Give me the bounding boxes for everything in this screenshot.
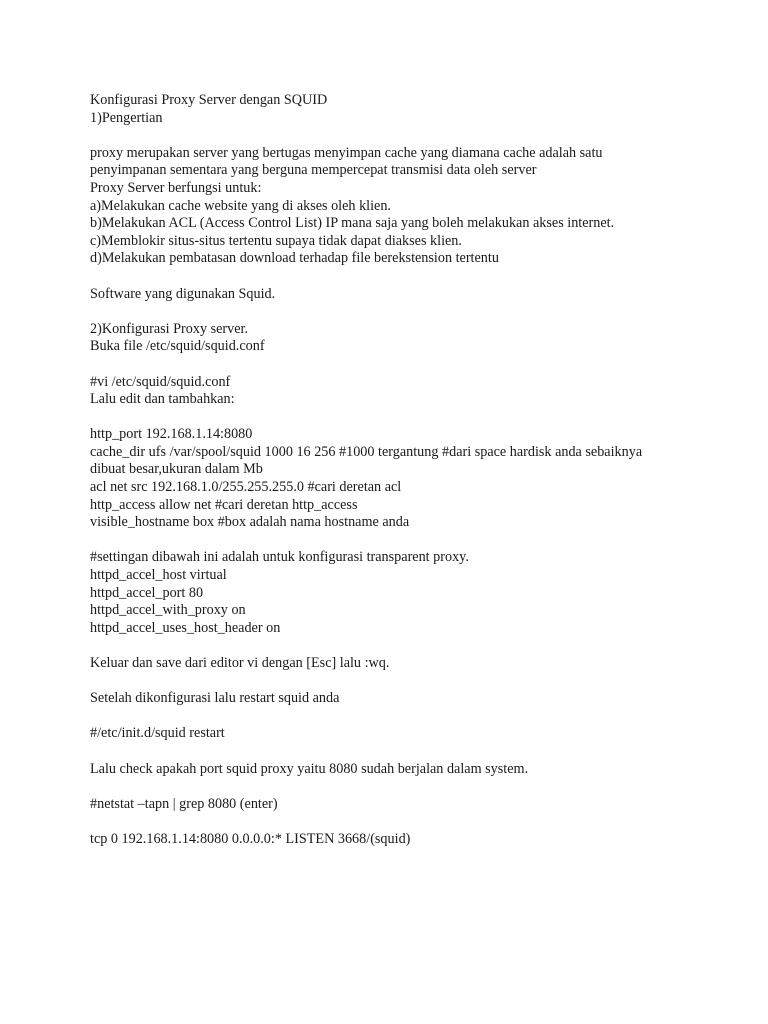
spacer: [90, 356, 750, 374]
section-2-heading: 2)Konfigurasi Proxy server.: [90, 320, 249, 337]
section-1-heading: 1)Pengertian: [90, 109, 163, 126]
spacer: [90, 637, 750, 655]
transparent-accel-host: httpd_accel_host virtual: [90, 567, 227, 584]
spacer: [90, 778, 750, 796]
config-line-cache-dir-cont: dibuat besar,ukuran dalam Mb: [90, 461, 263, 478]
spacer: [90, 813, 750, 831]
document-title: Konfigurasi Proxy Server dengan SQUID: [90, 92, 328, 108]
config-line-cache-dir: cache_dir ufs /var/spool/squid 1000 16 256 #1000 tergantung #dari space hardisk anda sebaiknya: [90, 443, 643, 460]
config-line-http-access: http_access allow net #cari deretan http_access: [90, 496, 358, 513]
intro-text-line-1: proxy merupakan server yang bertugas menyimpan cache yang diamana cache adalah satu: [90, 144, 603, 161]
spacer: [90, 303, 750, 321]
vi-command: #vi /etc/squid/squid.conf: [90, 373, 231, 390]
netstat-command: #netstat –tapn | grep 8080 (enter): [90, 795, 278, 812]
transparent-accel-uses-host-header: httpd_accel_uses_host_header on: [90, 619, 281, 636]
functions-heading: Proxy Server berfungsi untuk:: [90, 179, 262, 196]
spacer: [90, 268, 750, 286]
spacer: [90, 673, 750, 691]
function-item-d: d)Melakukan pembatasan download terhadap file berekstension tertentu: [90, 250, 499, 267]
config-line-http-port: http_port 192.168.1.14:8080: [90, 426, 253, 443]
save-instruction: Keluar dan save dari editor vi dengan [Esc] lalu :wq.: [90, 655, 390, 671]
config-line-visible-hostname: visible_hostname box #box adalah nama hostname anda: [90, 514, 410, 531]
edit-instruction: Lalu edit dan tambahkan:: [90, 391, 235, 408]
spacer: [90, 532, 750, 550]
spacer: [90, 127, 750, 145]
software-line: Software yang digunakan Squid.: [90, 285, 276, 302]
function-item-a: a)Melakukan cache website yang di akses oleh klien.: [90, 197, 391, 214]
spacer: [90, 708, 750, 726]
check-instruction: Lalu check apakah port squid proxy yaitu 8080 sudah berjalan dalam system.: [90, 760, 529, 777]
intro-text-line-2: penyimpanan sementara yang berguna mempercepat transmisi data oleh server: [90, 162, 537, 179]
restart-instruction: Setelah dikonfigurasi lalu restart squid anda: [90, 690, 340, 707]
function-item-b: b)Melakukan ACL (Access Control List) IP mana saja yang boleh melakukan akses internet.: [90, 215, 615, 232]
document-page: [90, 92, 750, 849]
transparent-accel-with-proxy: httpd_accel_with_proxy on: [90, 602, 246, 619]
restart-command: #/etc/init.d/squid restart: [90, 725, 225, 742]
transparent-comment: #settingan dibawah ini adalah untuk konfigurasi transparent proxy.: [90, 549, 469, 566]
spacer: [90, 743, 750, 761]
open-file-line: Buka file /etc/squid/squid.conf: [90, 338, 265, 355]
netstat-output: tcp 0 192.168.1.14:8080 0.0.0.0:* LISTEN 3668/(squid): [90, 830, 411, 847]
config-line-acl: acl net src 192.168.1.0/255.255.255.0 #cari deretan acl: [90, 479, 402, 496]
spacer: [90, 409, 750, 427]
transparent-accel-port: httpd_accel_port 80: [90, 584, 204, 601]
function-item-c: c)Memblokir situs-situs tertentu supaya tidak dapat diakses klien.: [90, 232, 462, 249]
